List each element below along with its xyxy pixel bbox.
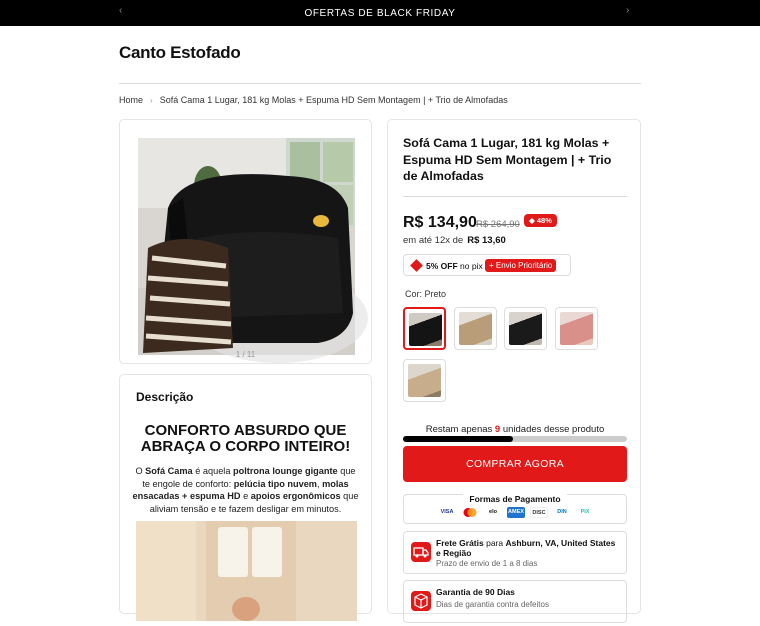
breadcrumb xyxy=(119,95,508,105)
product-main-image[interactable] xyxy=(138,138,355,355)
description-headline: CONFORTO ABSURDO QUE ABRAÇA O CORPO INTEIRO! xyxy=(140,422,351,455)
installments: em até 12x de R$ 13,60 xyxy=(403,235,506,246)
stock-progress xyxy=(403,436,627,442)
color-swatch-1[interactable] xyxy=(403,307,446,350)
description-image xyxy=(136,521,357,621)
amex-icon: AMEX xyxy=(507,507,525,518)
shipping-sub: Prazo de envio de 1 a 8 dias xyxy=(436,559,538,568)
pix-icon xyxy=(410,259,423,272)
chevron-left-icon[interactable]: ‹ xyxy=(119,5,123,16)
payment-title: Formas de Pagamento xyxy=(463,494,566,504)
visa-icon: VISA xyxy=(440,509,454,515)
product-title: Sofá Cama 1 Lugar, 181 kg Molas + Espuma HD Sem Montagem | + Trio de Almofadas xyxy=(403,136,612,183)
buy-now-button[interactable]: COMPRAR AGORA xyxy=(403,446,627,482)
product-gallery xyxy=(119,119,372,364)
color-swatch-4[interactable] xyxy=(555,307,598,350)
color-swatch-5[interactable] xyxy=(403,359,446,402)
priority-shipping-badge: + Envio Prioritário xyxy=(485,259,556,272)
chevron-right-icon[interactable]: › xyxy=(626,5,630,16)
elo-icon: elo xyxy=(489,509,497,515)
diners-icon: DIN xyxy=(557,509,567,515)
warranty-sub: Dias de garantia contra defeitos xyxy=(436,600,549,609)
announcement-text: OFERTAS DE BLACK FRIDAY xyxy=(304,8,456,19)
shipping-info xyxy=(403,531,627,574)
color-swatch-2[interactable] xyxy=(454,307,497,350)
breadcrumb-current: Sofá Cama 1 Lugar, 181 kg Molas + Espuma HD Sem Montagem | + Trio de Almofadas xyxy=(159,95,508,105)
warranty-info xyxy=(403,580,627,623)
product-info-card xyxy=(387,119,641,614)
description-title: Descrição xyxy=(136,390,194,404)
old-price: R$ 264,90 xyxy=(476,219,520,230)
color-swatch-3[interactable] xyxy=(504,307,547,350)
description-body: O Sofá Cama é aquela poltrona lounge gigante que te engole de conforto: pelúcia tipo nuvem, molas ensacadas + espuma HD e apoios ergonômicos que aliviam tensão e te fazem desligar em minutos. xyxy=(132,466,359,514)
discount-badge: ◆ 48% xyxy=(524,214,557,227)
tag-icon: ◆ xyxy=(529,216,535,225)
header-divider xyxy=(119,83,641,84)
warranty-title: Garantia de 90 Dias xyxy=(436,587,515,597)
pix-offer xyxy=(403,254,571,276)
payment-methods xyxy=(403,494,627,524)
chevron-right-icon: › xyxy=(150,96,153,105)
color-label: Cor: Preto xyxy=(405,289,447,299)
stock-text: Restam apenas 9 unidades desse produto xyxy=(425,424,605,435)
stock-progress-fill xyxy=(403,436,513,442)
breadcrumb-home[interactable]: Home xyxy=(119,95,144,105)
announcement-bar xyxy=(0,0,760,26)
discover-icon: DISC xyxy=(530,507,548,518)
truck-icon xyxy=(411,542,431,562)
shipping-title: Frete Grátis para Ashburn, VA, United States e Região xyxy=(436,538,616,558)
box-icon xyxy=(411,591,431,611)
divider xyxy=(403,196,627,197)
mastercard-icon xyxy=(461,507,479,518)
pix-logo-icon: PIX xyxy=(580,509,590,515)
store-logo[interactable]: Canto Estofado xyxy=(119,43,241,62)
pix-text: 5% OFF no pix xyxy=(426,261,483,271)
description-card xyxy=(119,374,372,614)
image-counter: 1 / 11 xyxy=(235,350,256,359)
product-price: R$ 134,90 xyxy=(403,214,477,231)
